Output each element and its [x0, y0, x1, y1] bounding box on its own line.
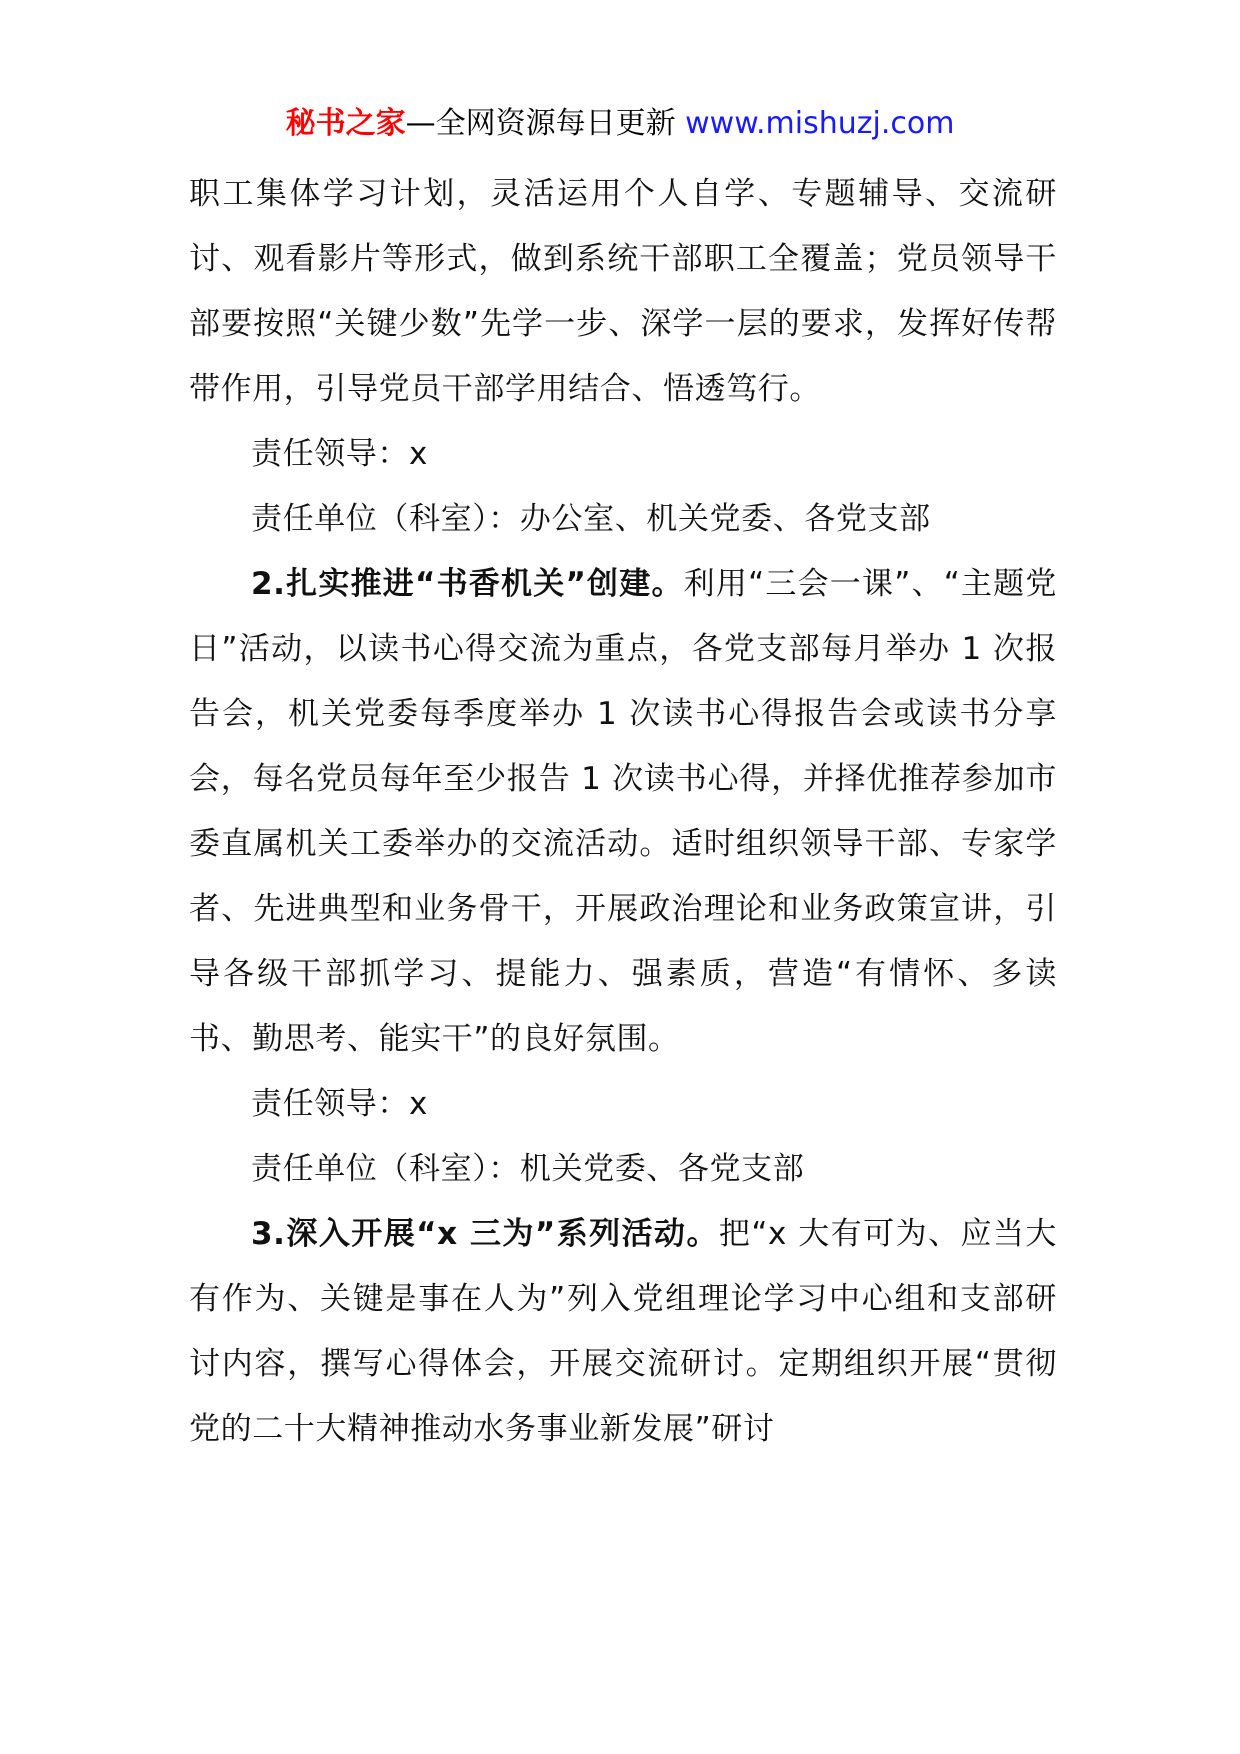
- item-2-heading: 2.扎实推进“书香机关”创建。: [251, 566, 684, 602]
- responsible-leader-2: 责任领导：x: [251, 1086, 428, 1122]
- item-2-paragraph: [189, 552, 1057, 1072]
- item-3-body: 把“x 大有可为、应当大有作为、关键是事在人为”列入党组理论学习中心组和支部研讨内容，撰写心得体会，开展交流研讨。定期组织开展“贯彻党的二十大精神推动水务事业新发展”研讨: [189, 1216, 1057, 1447]
- item-3-heading: 3.深入开展“x 三为”系列活动。: [251, 1216, 719, 1252]
- item-3-paragraph: [189, 1202, 1057, 1462]
- site-url-link[interactable]: www.mishuzj.com: [685, 106, 955, 141]
- site-tagline: —全网资源每日更新: [405, 106, 676, 141]
- site-header: [0, 98, 1240, 150]
- responsible-unit-2: 责任单位（科室）：机关党委、各党支部: [251, 1151, 805, 1187]
- document-body: [189, 162, 1057, 1462]
- paragraph-study-plan: 职工集体学习计划，灵活运用个人自学、专题辅导、交流研讨、观看影片等形式，做到系统干部职工全覆盖；党员领导干部要按照“关键少数”先学一步、深学一层的要求，发挥好传帮带作用，引导党员干部学用结合、悟透笃行。: [189, 176, 1057, 407]
- site-brand: 秘书之家: [285, 106, 406, 141]
- responsible-unit-1: 责任单位（科室）：办公室、机关党委、各党支部: [251, 501, 931, 537]
- responsible-leader-1: 责任领导：x: [251, 436, 428, 472]
- item-2-body: 利用“三会一课”、“主题党日”活动，以读书心得交流为重点，各党支部每月举办 1 次报告会，机关党委每季度举办 1 次读书心得报告会或读书分享会，每名党员每年至少报告 1 次读书心得，并择优推荐参加市委直属机关工委举办的交流活动。适时组织领导干部、专家学者、先进典型和业务骨干，开展政治理论和业务政策宣讲，引导各级干部抓学习、提能力、强素质，营造“有情怀、多读书、勤思考、能实干”的良好氛围。: [189, 566, 1057, 1057]
